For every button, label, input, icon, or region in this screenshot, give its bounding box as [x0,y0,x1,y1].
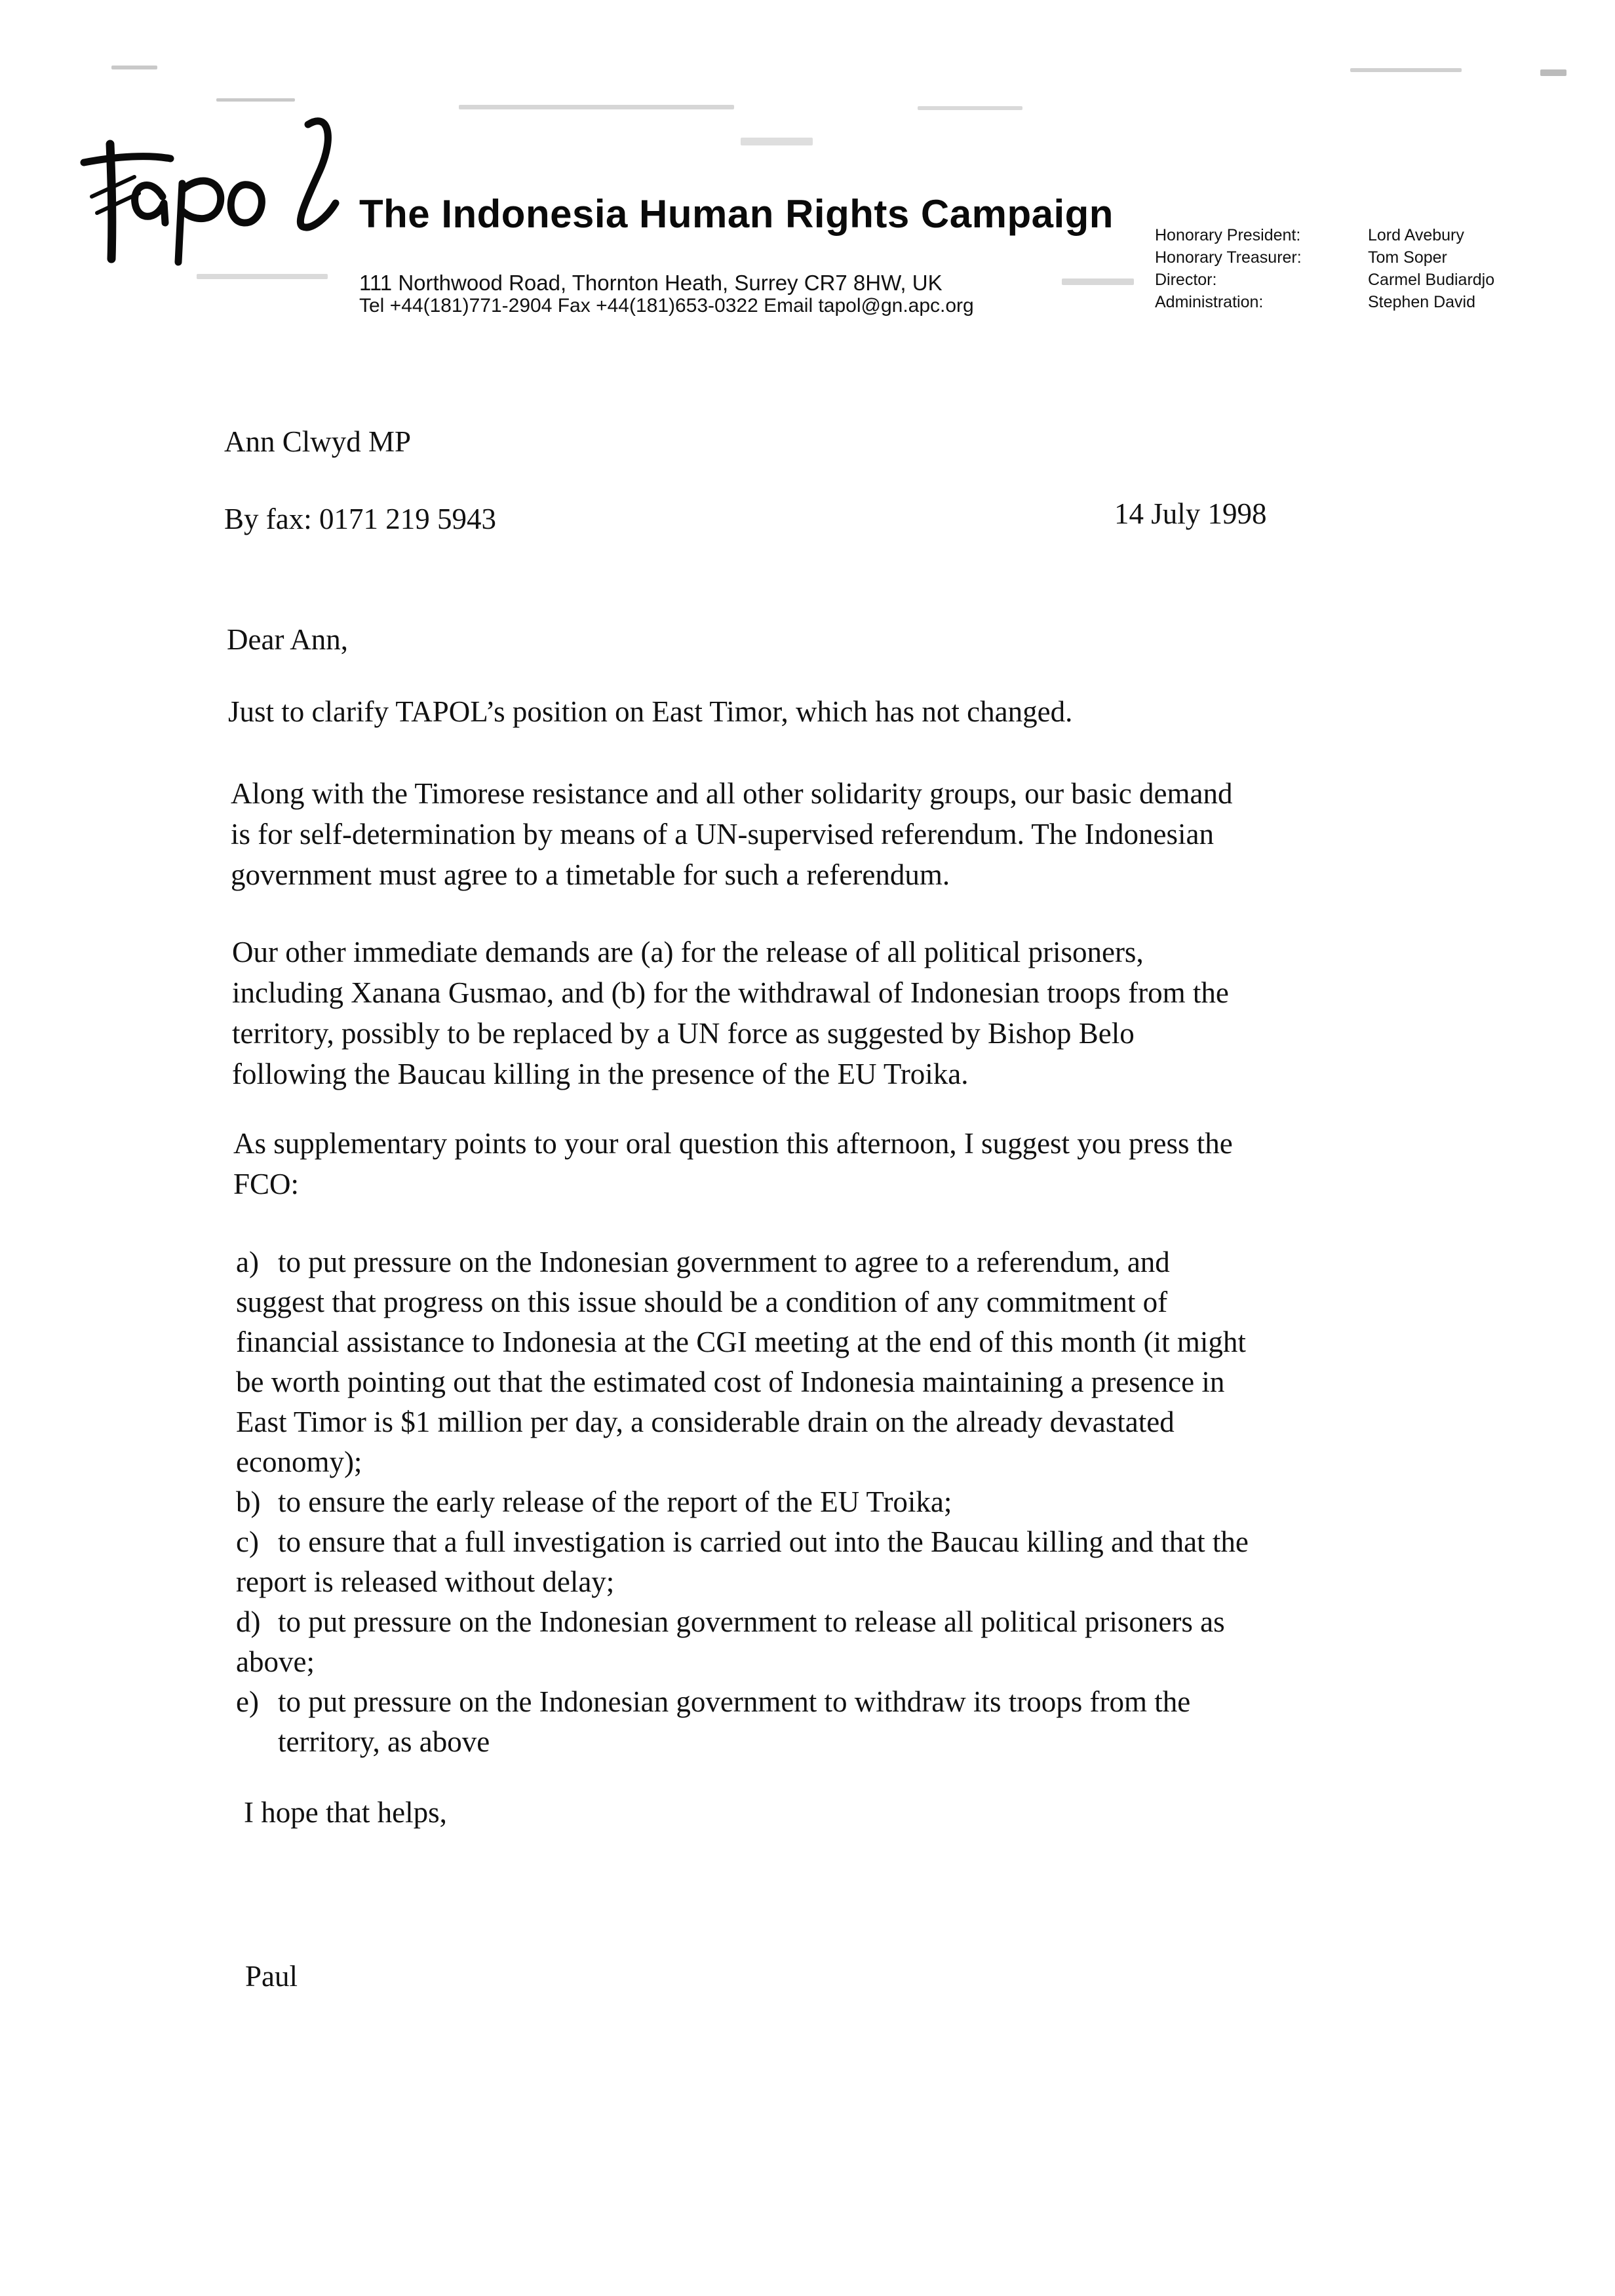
paragraph-line: Our other immediate demands are (a) for the release of all political prisoners, [232,936,1144,968]
recipient-line: Ann Clwyd MP [224,425,412,458]
scan-noise [741,138,813,145]
officer-role: Honorary Treasurer: [1155,248,1302,267]
list-item-line: above; [236,1645,315,1678]
list-item-line [236,1682,1416,1722]
list-marker: d) [236,1605,261,1638]
demands-list [236,1242,1416,1762]
list-marker: b) [236,1485,261,1518]
paragraph-line: territory, possibly to be replaced by a UN force as suggested by Bishop Belo [232,1017,1135,1050]
list-marker: e) [236,1685,259,1718]
officer-name: Tom Soper [1368,248,1447,267]
list-item-line: be worth pointing out that the estimated cost of Indonesia maintaining a presence in [236,1366,1225,1398]
paragraph-1: Just to clarify TAPOL’s position on East Timor, which has not changed. [228,695,1073,728]
list-text: to put pressure on the Indonesian government to agree to a referendum, and [278,1246,1170,1278]
scan-noise [459,105,734,109]
list-marker: c) [236,1525,259,1558]
scan-noise [111,66,157,69]
list-item-line: East Timor is $1 million per day, a considerable drain on the already devastated [236,1406,1175,1438]
letter-date: 14 July 1998 [1114,497,1267,530]
officer-name: Carmel Budiardjo [1368,271,1495,289]
salutation: Dear Ann, [227,623,348,656]
list-item-line [236,1602,1416,1642]
scan-noise [1350,68,1462,72]
list-marker: a) [236,1246,259,1278]
list-item [236,1242,1416,1482]
list-text: to put pressure on the Indonesian government to withdraw its troops from the [278,1685,1191,1718]
officer-name: Lord Avebury [1368,226,1464,244]
list-item-line: financial assistance to Indonesia at the CGI meeting at the end of this month (it might [236,1326,1246,1358]
organization-contact: Tel +44(181)771-2904 Fax +44(181)653-0322 Email tapol@gn.apc.org [359,295,974,316]
closing-line: I hope that helps, [244,1796,447,1829]
list-item-line: report is released without delay; [236,1565,615,1598]
officer-role: Honorary President: [1155,226,1301,244]
scan-noise [918,106,1022,110]
list-item-line: territory, as above [278,1725,490,1758]
list-item-line: economy); [236,1445,362,1478]
organization-name: The Indonesia Human Rights Campaign [359,192,1114,236]
paragraph-line: FCO: [233,1168,300,1200]
paragraph-line: government must agree to a timetable for such a referendum. [231,858,950,891]
list-item-line: suggest that progress on this issue should be a condition of any commitment of [236,1286,1168,1318]
paragraph-line: Along with the Timorese resistance and all other solidarity groups, our basic demand [231,777,1233,810]
scan-noise [1540,69,1566,76]
list-item-line [236,1522,1416,1562]
list-item-line [236,1242,1416,1282]
tapol-logo [72,98,347,275]
paragraph-line: following the Baucau killing in the presence of the EU Troika. [232,1058,969,1090]
organization-address: 111 Northwood Road, Thornton Heath, Surrey CR7 8HW, UK [359,271,943,295]
list-item [236,1602,1416,1682]
paragraph-4 [233,1123,1233,1204]
officer-role: Administration: [1155,293,1264,311]
list-item [236,1682,1416,1762]
fax-line: By fax: 0171 219 5943 [224,503,496,535]
list-text: to ensure that a full investigation is carried out into the Baucau killing and that the [278,1525,1249,1558]
scan-noise [1062,278,1134,285]
list-item-line [236,1482,1416,1522]
officer-name: Stephen David [1368,293,1476,311]
list-text: to put pressure on the Indonesian government to release all political prisoners as [278,1605,1225,1638]
list-item [236,1522,1416,1602]
paragraph-line: is for self-determination by means of a UN-supervised referendum. The Indonesian [231,818,1214,851]
officer-role: Director: [1155,271,1217,289]
paragraph-line: As supplementary points to your oral question this afternoon, I suggest you press the [233,1127,1233,1160]
paragraph-2 [231,773,1232,895]
signature: Paul [245,1960,298,1993]
list-item [236,1482,1416,1522]
paragraph-3 [232,932,1229,1094]
list-text: to ensure the early release of the report of the EU Troika; [278,1485,952,1518]
paragraph-line: including Xanana Gusmao, and (b) for the withdrawal of Indonesian troops from the [232,976,1229,1009]
